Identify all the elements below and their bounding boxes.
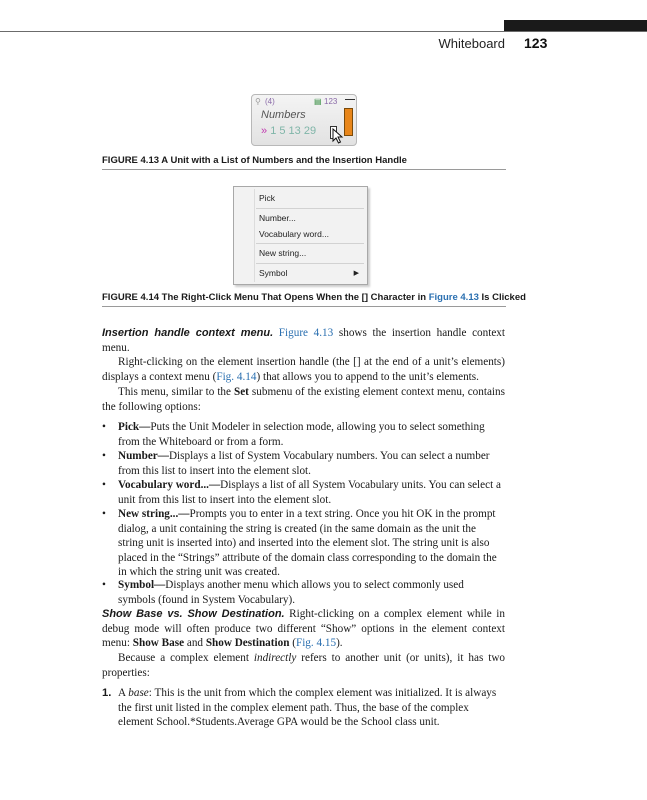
- figure-4-13-link[interactable]: Figure 4.13: [278, 327, 334, 339]
- run-in-heading: Show Base vs. Show Destination.: [102, 608, 285, 620]
- header-rule: [0, 31, 647, 32]
- menu-item-symbol[interactable]: Symbol: [259, 268, 288, 278]
- figure-4-14-caption: FIGURE 4.14 The Right-Click Menu That Opens When the [] Character in Figure 4.13 Is Clicked: [102, 292, 506, 307]
- page-number: 123: [524, 35, 548, 51]
- bullet-dot: •: [102, 479, 106, 491]
- figure-4-13-link[interactable]: Figure 4.13: [428, 292, 479, 303]
- number-list: 1 5 13 29: [270, 125, 317, 137]
- item-number: 1.: [102, 687, 112, 699]
- numbers-unit-widget: [251, 94, 357, 146]
- bullet-vocabulary-word: • Vocabulary word...—Displays a list of all System Vocabulary units. You can select a unit from this list to insert into the element slot.: [102, 479, 501, 506]
- figure-4-13-caption: FIGURE 4.13 A Unit with a List of Numbers and the Insertion Handle: [102, 155, 506, 170]
- run-in-heading: Insertion handle context menu.: [102, 327, 274, 339]
- element-count: (4): [265, 97, 275, 106]
- figure-4-14-link[interactable]: Fig. 4.14: [216, 370, 257, 383]
- bullet-dot: •: [102, 421, 106, 433]
- unit-total: 123: [324, 97, 338, 106]
- running-title: Whiteboard: [438, 36, 505, 51]
- bullet-symbol: • Symbol—Displays another menu which allows you to select commonly used symbols (found in System Vocabulary).: [102, 579, 464, 606]
- collapse-icon: —: [345, 94, 355, 105]
- unit-side-handle[interactable]: [344, 108, 353, 136]
- numbered-item-base: 1. A base: This is the unit from which the complex element was initialized. It is always the first unit listed in the complex element path. Thus, the base of the complex element School.*Students.Average GPA would be the School class unit.: [102, 687, 497, 728]
- paragraph-show-base: Show Base vs. Show Destination. Right-clicking on a complex element while in debug mode will often produce two different “Show” options in the element context menu: Show Base and Show Destination (Fig. 4.15).: [102, 608, 505, 649]
- mouse-cursor-icon: [332, 128, 344, 144]
- bullet-number: • Number—Displays a list of System Vocabulary numbers. You can select a number from this list to insert into the element slot.: [102, 450, 490, 477]
- menu-item-number[interactable]: Number...: [259, 213, 296, 223]
- menu-item-pick[interactable]: Pick: [259, 193, 276, 203]
- figure-4-15-link[interactable]: Fig. 4.15: [295, 637, 337, 649]
- bullet-pick: • Pick—Puts the Unit Modeler in selection mode, allowing you to select something from the Whiteboard or from a form.: [102, 421, 485, 448]
- bar-chart-icon: ▤: [314, 97, 322, 106]
- unit-name: Numbers: [261, 109, 306, 121]
- bullet-dot: •: [102, 508, 106, 520]
- paragraph-because: Because a complex element indirectly refers to another unit (or units), it has two properties:: [102, 652, 506, 679]
- bullet-dot: •: [102, 450, 106, 462]
- menu-separator: [256, 243, 364, 244]
- menu-item-vocabulary-word[interactable]: Vocabulary word...: [259, 229, 329, 239]
- menu-separator: [256, 208, 364, 209]
- unit-elements: [261, 125, 316, 137]
- chevron-icon: »: [261, 125, 268, 137]
- bullet-new-string: • New string...—Prompts you to enter in a text string. Once you hit OK in the prompt dialog, a unit containing the string is created (in the same domain as the unit the string unit is inserted into) and inserted into the element slot. The string unit is also placed in the “Strings” attribute of the domain class corresponding to the domain the in which the string unit was created.: [102, 508, 497, 578]
- magnifier-icon: ⚲: [255, 97, 261, 106]
- insertion-context-menu: [233, 186, 368, 285]
- bullet-dot: •: [102, 579, 106, 591]
- paragraph-right-clicking: Right-clicking on the element insertion handle (the [] at the end of a unit’s elements) displays a context menu (Fig. 4.14) that allows you to append to the unit’s elements.: [102, 356, 505, 383]
- menu-gutter: [254, 189, 255, 282]
- paragraph-insertion-handle: Insertion handle context menu. Figure 4.13 shows the insertion handle context menu.: [102, 327, 506, 354]
- menu-item-new-string[interactable]: New string...: [259, 248, 307, 258]
- submenu-arrow-icon: ▶: [353, 270, 359, 277]
- unit-toolbar: [255, 94, 355, 107]
- paragraph-this-menu: This menu, similar to the Set submenu of the existing element context menu, contains the following options:: [102, 386, 505, 413]
- menu-separator: [256, 263, 364, 264]
